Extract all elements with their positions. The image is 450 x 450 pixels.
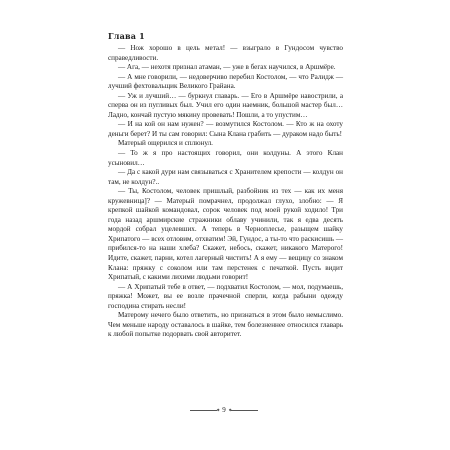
paragraph: — Ага, — нехотя признал атаман, — уже в бегах научился, в Аршмёре. xyxy=(118,63,336,72)
page-footer xyxy=(190,406,258,415)
paragraph: Матерому нечего было ответить, но признаться в этом было немыслимо. Чем меньше народу оставалось в шайке, тем болезненнее относился главарь к любой попытке подорвать свой авторитет. xyxy=(108,311,343,339)
paragraph: — И на кой он нам нужен? — возмутился Костолом. — Кто ж на охоту деньги берет? И ты сам говорил: Сына Клана грабить — дураком надо быть! xyxy=(108,120,343,138)
footer-ornament-right xyxy=(231,410,258,411)
paragraph: — То ж я про настоящих говорил, они колдуны. А этого Клан усыновил… xyxy=(108,149,343,167)
paragraph: — А мне говорили, — недоверчиво перебил Костолом, — что Ралидж — лучший фехтовальщик Великого Грайана. xyxy=(108,72,343,91)
text-block xyxy=(108,44,343,340)
paragraph: — А Хрипатый тебе в ответ, — подхватил Костолом, — мол, подумаешь, пряжка! Может, вы ее возле прачечной сперли, когда рабыни одежду господина стирать несли! xyxy=(108,282,343,310)
chapter-title: Глава 1 xyxy=(108,31,145,41)
paragraph: — Ты, Костолом, человек пришлый, разбойник из тех — как их меня кружевница]? — Матерый помрачнел, продолжал глухо, злобно: — Я крепкой шайкой командовал, сорок человек под моей рукой ходило! Три года назад аршмирские стражники облаву учинили, так я едва десять мордой собрал уцелевших. А теперь в Черноплесье, разыщем шайку Хрипатого — всех отловим, отхватим! Эй, Гундос, а ты-то что раскисишь — прибился-то на наши хлеба? Скажет, небось, скажет, никакого Матерого! Идите, скажет, парни, котел лагерный чистить! А я ему — вещицу со знаком Клана: пряжку с соколом или там перстенек с печаткой. Пусть видит Хрипатый, с какими лихими людьми говорит! xyxy=(108,187,343,282)
page-number: 9 xyxy=(222,406,226,414)
paragraph: — Да с какой дури нам связываться с Хранителем крепости — колдун он там, не колдун?.. xyxy=(108,168,343,186)
paragraph: — Нож хорошо в цель метал! — взыграло в Гундосом чувство справедливости. xyxy=(108,44,343,62)
paragraph: Матерый ощерился и сплюнул. xyxy=(118,139,213,148)
paragraph: — Уж и лучший… — буркнул главарь. — Его в Аршмёре навострили, а сперва он из пугливых был. Учил его один наемник, большой мастер был… Ладно, кончай пустую мякину провевать! Пошли, а то упустим… xyxy=(108,91,343,119)
